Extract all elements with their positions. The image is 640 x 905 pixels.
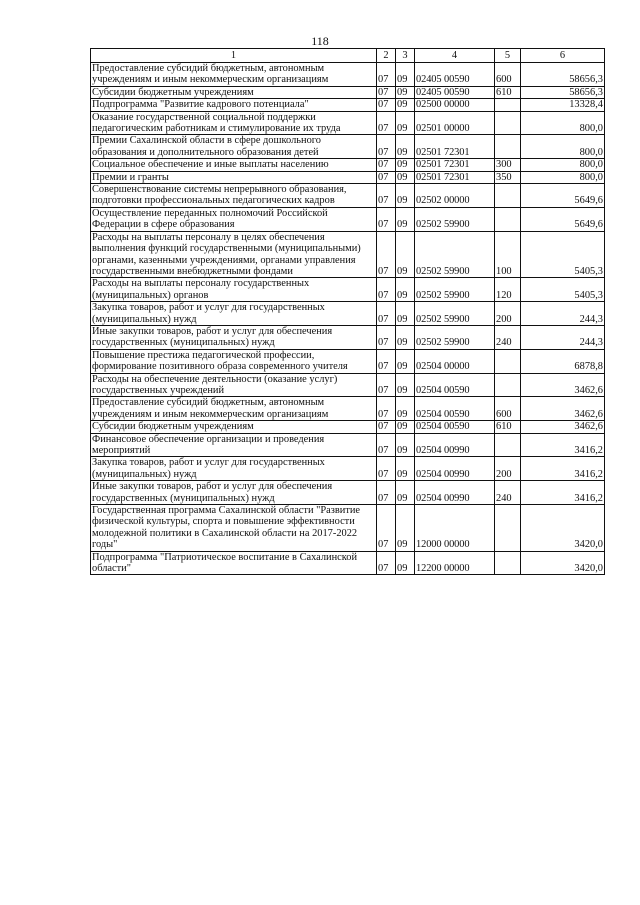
table-row <box>91 171 605 183</box>
row-subsection-cell: 09 <box>396 111 415 135</box>
table-row <box>91 184 605 208</box>
row-section-cell: 07 <box>377 63 396 87</box>
row-amount-cell: 5649,6 <box>521 184 605 208</box>
row-target-code-cell: 02504 00990 <box>415 433 495 457</box>
header-col-6: 6 <box>521 49 605 63</box>
table-row <box>91 135 605 159</box>
row-subsection-cell: 09 <box>396 457 415 481</box>
row-expense-type-cell <box>495 135 521 159</box>
row-name-cell: Иные закупки товаров, работ и услуг для обеспечения государственных (муниципальных) нужд <box>91 325 377 349</box>
row-section-cell: 07 <box>377 99 396 111</box>
row-amount-cell: 3462,6 <box>521 397 605 421</box>
row-target-code-cell: 02501 72301 <box>415 159 495 171</box>
table-row <box>91 457 605 481</box>
row-section-cell: 07 <box>377 505 396 552</box>
table-row <box>91 325 605 349</box>
row-target-code-cell: 02502 59900 <box>415 207 495 231</box>
header-col-1: 1 <box>91 49 377 63</box>
row-target-code-cell: 02501 72301 <box>415 135 495 159</box>
row-subsection-cell: 09 <box>396 505 415 552</box>
row-subsection-cell: 09 <box>396 86 415 98</box>
table-row <box>91 86 605 98</box>
row-amount-cell: 13328,4 <box>521 99 605 111</box>
table-row <box>91 373 605 397</box>
row-target-code-cell: 02502 59900 <box>415 231 495 278</box>
row-expense-type-cell: 300 <box>495 159 521 171</box>
row-section-cell: 07 <box>377 135 396 159</box>
row-name-cell: Осуществление переданных полномочий Российской Федерации в сфере образования <box>91 207 377 231</box>
row-subsection-cell: 09 <box>396 421 415 433</box>
row-amount-cell: 58656,3 <box>521 63 605 87</box>
row-name-cell: Оказание государственной социальной поддержки педагогическим работникам и стимулирование их труда <box>91 111 377 135</box>
table-row <box>91 551 605 575</box>
row-section-cell: 07 <box>377 397 396 421</box>
row-expense-type-cell <box>495 505 521 552</box>
row-subsection-cell: 09 <box>396 184 415 208</box>
row-subsection-cell: 09 <box>396 551 415 575</box>
budget-table <box>90 48 605 575</box>
row-section-cell: 07 <box>377 86 396 98</box>
row-expense-type-cell <box>495 551 521 575</box>
row-amount-cell: 6878,8 <box>521 349 605 373</box>
row-expense-type-cell: 100 <box>495 231 521 278</box>
table-row <box>91 231 605 278</box>
table-row <box>91 278 605 302</box>
row-expense-type-cell: 610 <box>495 86 521 98</box>
row-amount-cell: 3420,0 <box>521 551 605 575</box>
row-subsection-cell: 09 <box>396 349 415 373</box>
row-name-cell: Социальное обеспечение и иные выплаты населению <box>91 159 377 171</box>
row-expense-type-cell: 120 <box>495 278 521 302</box>
row-target-code-cell: 02405 00590 <box>415 86 495 98</box>
row-section-cell: 07 <box>377 231 396 278</box>
row-expense-type-cell: 200 <box>495 302 521 326</box>
row-expense-type-cell <box>495 207 521 231</box>
row-expense-type-cell: 200 <box>495 457 521 481</box>
row-subsection-cell: 09 <box>396 99 415 111</box>
row-subsection-cell: 09 <box>396 135 415 159</box>
row-section-cell: 07 <box>377 159 396 171</box>
row-subsection-cell: 09 <box>396 171 415 183</box>
row-name-cell: Субсидии бюджетным учреждениям <box>91 86 377 98</box>
page-number: 118 <box>311 34 329 48</box>
row-name-cell: Финансовое обеспечение организации и проведения мероприятий <box>91 433 377 457</box>
table-row <box>91 421 605 433</box>
header-col-3: 3 <box>396 49 415 63</box>
row-amount-cell: 3462,6 <box>521 421 605 433</box>
row-amount-cell: 244,3 <box>521 325 605 349</box>
row-section-cell: 07 <box>377 457 396 481</box>
table-row <box>91 111 605 135</box>
row-section-cell: 07 <box>377 421 396 433</box>
row-target-code-cell: 02504 00990 <box>415 481 495 505</box>
row-section-cell: 07 <box>377 551 396 575</box>
row-target-code-cell: 02502 59900 <box>415 302 495 326</box>
row-amount-cell: 3416,2 <box>521 433 605 457</box>
row-subsection-cell: 09 <box>396 207 415 231</box>
row-name-cell: Предоставление субсидий бюджетным, автономным учреждениям и иным некоммерческим организациям <box>91 397 377 421</box>
table-row <box>91 63 605 87</box>
table-row <box>91 481 605 505</box>
row-section-cell: 07 <box>377 278 396 302</box>
row-subsection-cell: 09 <box>396 481 415 505</box>
table-row <box>91 349 605 373</box>
row-amount-cell: 800,0 <box>521 159 605 171</box>
row-expense-type-cell <box>495 111 521 135</box>
row-name-cell: Расходы на выплаты персоналу государственных (муниципальных) органов <box>91 278 377 302</box>
table-row <box>91 99 605 111</box>
row-expense-type-cell <box>495 433 521 457</box>
row-amount-cell: 3420,0 <box>521 505 605 552</box>
row-target-code-cell: 02501 00000 <box>415 111 495 135</box>
row-amount-cell: 800,0 <box>521 171 605 183</box>
row-name-cell: Расходы на обеспечение деятельности (оказание услуг) государственных учреждений <box>91 373 377 397</box>
row-section-cell: 07 <box>377 171 396 183</box>
row-target-code-cell: 02502 59900 <box>415 278 495 302</box>
row-name-cell: Совершенствование системы непрерывного образования, подготовки профессиональных педагогических кадров <box>91 184 377 208</box>
row-amount-cell: 5405,3 <box>521 231 605 278</box>
row-subsection-cell: 09 <box>396 302 415 326</box>
row-name-cell: Предоставление субсидий бюджетным, автономным учреждениям и иным некоммерческим организациям <box>91 63 377 87</box>
row-name-cell: Закупка товаров, работ и услуг для государственных (муниципальных) нужд <box>91 457 377 481</box>
row-target-code-cell: 02504 00590 <box>415 373 495 397</box>
header-col-5: 5 <box>495 49 521 63</box>
table-body <box>91 63 605 575</box>
row-name-cell: Повышение престижа педагогической профессии, формирование позитивного образа современного учителя <box>91 349 377 373</box>
row-expense-type-cell: 600 <box>495 63 521 87</box>
row-expense-type-cell <box>495 184 521 208</box>
row-section-cell: 07 <box>377 111 396 135</box>
row-target-code-cell: 02504 00590 <box>415 397 495 421</box>
table-row <box>91 433 605 457</box>
table-row <box>91 302 605 326</box>
row-amount-cell: 5405,3 <box>521 278 605 302</box>
row-target-code-cell: 02405 00590 <box>415 63 495 87</box>
row-amount-cell: 3462,6 <box>521 373 605 397</box>
row-amount-cell: 3416,2 <box>521 481 605 505</box>
row-amount-cell: 3416,2 <box>521 457 605 481</box>
row-expense-type-cell: 610 <box>495 421 521 433</box>
table-row <box>91 397 605 421</box>
row-name-cell: Премии Сахалинской области в сфере дошкольного образования и дополнительного образования детей <box>91 135 377 159</box>
row-expense-type-cell: 600 <box>495 397 521 421</box>
table-row <box>91 159 605 171</box>
row-section-cell: 07 <box>377 373 396 397</box>
row-section-cell: 07 <box>377 184 396 208</box>
row-subsection-cell: 09 <box>396 433 415 457</box>
row-expense-type-cell: 240 <box>495 481 521 505</box>
row-target-code-cell: 12200 00000 <box>415 551 495 575</box>
row-expense-type-cell: 350 <box>495 171 521 183</box>
row-name-cell: Расходы на выплаты персоналу в целях обеспечения выполнения функций государственными (муниципальными) органами, казенными учреждениями, органами управления государственными внебюджетными фондами <box>91 231 377 278</box>
row-section-cell: 07 <box>377 302 396 326</box>
header-col-4: 4 <box>415 49 495 63</box>
row-subsection-cell: 09 <box>396 159 415 171</box>
row-target-code-cell: 12000 00000 <box>415 505 495 552</box>
row-target-code-cell: 02502 00000 <box>415 184 495 208</box>
row-amount-cell: 58656,3 <box>521 86 605 98</box>
table-row <box>91 207 605 231</box>
row-target-code-cell: 02504 00590 <box>415 421 495 433</box>
row-name-cell: Подпрограмма "Развитие кадрового потенциала" <box>91 99 377 111</box>
row-section-cell: 07 <box>377 349 396 373</box>
row-name-cell: Иные закупки товаров, работ и услуг для обеспечения государственных (муниципальных) нужд <box>91 481 377 505</box>
table-header-row <box>91 49 605 63</box>
row-expense-type-cell <box>495 99 521 111</box>
row-amount-cell: 244,3 <box>521 302 605 326</box>
row-amount-cell: 5649,6 <box>521 207 605 231</box>
row-name-cell: Премии и гранты <box>91 171 377 183</box>
row-section-cell: 07 <box>377 481 396 505</box>
header-col-2: 2 <box>377 49 396 63</box>
row-name-cell: Закупка товаров, работ и услуг для государственных (муниципальных) нужд <box>91 302 377 326</box>
row-name-cell: Подпрограмма "Патриотическое воспитание в Сахалинской области" <box>91 551 377 575</box>
table-row <box>91 505 605 552</box>
row-amount-cell: 800,0 <box>521 135 605 159</box>
row-target-code-cell: 02504 00000 <box>415 349 495 373</box>
row-target-code-cell: 02502 59900 <box>415 325 495 349</box>
row-subsection-cell: 09 <box>396 278 415 302</box>
row-expense-type-cell <box>495 373 521 397</box>
row-section-cell: 07 <box>377 433 396 457</box>
row-name-cell: Государственная программа Сахалинской области "Развитие физической культуры, спорта и повышение эффективности молодежной политики в Сахалинской области на 2017-2022 годы" <box>91 505 377 552</box>
row-expense-type-cell: 240 <box>495 325 521 349</box>
row-section-cell: 07 <box>377 207 396 231</box>
row-amount-cell: 800,0 <box>521 111 605 135</box>
row-target-code-cell: 02504 00990 <box>415 457 495 481</box>
row-target-code-cell: 02500 00000 <box>415 99 495 111</box>
row-subsection-cell: 09 <box>396 325 415 349</box>
row-expense-type-cell <box>495 349 521 373</box>
row-subsection-cell: 09 <box>396 231 415 278</box>
row-subsection-cell: 09 <box>396 373 415 397</box>
row-target-code-cell: 02501 72301 <box>415 171 495 183</box>
row-subsection-cell: 09 <box>396 63 415 87</box>
row-name-cell: Субсидии бюджетным учреждениям <box>91 421 377 433</box>
row-section-cell: 07 <box>377 325 396 349</box>
row-subsection-cell: 09 <box>396 397 415 421</box>
